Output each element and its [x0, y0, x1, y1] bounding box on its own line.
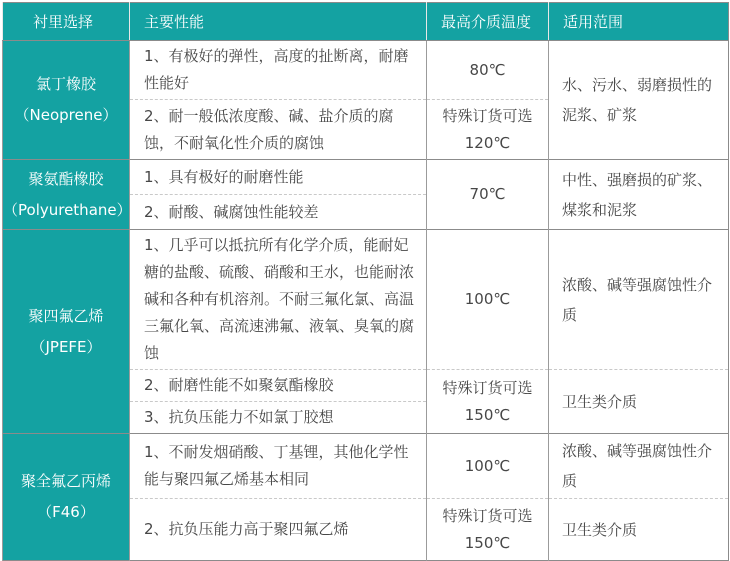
temperature-cell — [427, 499, 549, 561]
temperature-value: 100℃ — [464, 290, 511, 308]
performance-cell: 2、耐一般低浓度酸、碱、盐介质的腐蚀，不耐氧化性介质的腐蚀 — [130, 100, 427, 160]
material-code: （Neoprene） — [14, 106, 118, 124]
table-row — [3, 434, 729, 499]
table-row — [3, 160, 729, 195]
temperature-value: 120℃ — [464, 133, 511, 152]
header-temperature: 最高介质温度 — [427, 3, 549, 41]
performance-cell: 1、几乎可以抵抗所有化学介质，能耐妃糖的盐酸、硫酸、硝酸和王水，也能耐浓碱和各种有机溶剂。不耐三氟化氯、高温三氟化氧、高流速沸氟、液氧、臭氧的腐蚀 — [130, 230, 427, 370]
range-cell: 浓酸、碱等强腐蚀性介质 — [549, 230, 729, 370]
temperature-value: 150℃ — [464, 533, 511, 552]
temperature-note: 特殊订货可选 — [442, 106, 533, 125]
performance-cell: 1、有极好的弹性，高度的扯断离，耐磨性能好 — [130, 41, 427, 100]
lining-selection-table — [2, 2, 729, 561]
range-cell: 水、污水、弱磨损性的泥浆、矿浆 — [549, 41, 729, 160]
material-cell — [3, 160, 130, 230]
material-name: 聚全氟乙丙烯 — [20, 472, 111, 490]
performance-cell: 1、不耐发烟硝酸、丁基锂，其他化学性能与聚四氟乙烯基本相同 — [130, 434, 427, 499]
temperature-value: 150℃ — [464, 405, 511, 424]
material-code: （JPEFE） — [30, 337, 102, 356]
material-code: （Polyurethane） — [3, 200, 132, 219]
material-cell — [3, 41, 130, 160]
header-row — [3, 3, 729, 41]
material-name: 聚四氟乙烯 — [28, 306, 104, 325]
temperature-cell — [427, 434, 549, 499]
temperature-cell — [427, 370, 549, 434]
temperature-cell — [427, 100, 549, 160]
temperature-cell — [427, 160, 549, 230]
header-range: 适用范围 — [549, 3, 729, 41]
material-code: （F46） — [37, 503, 95, 521]
material-cell — [3, 230, 130, 434]
performance-cell: 3、抗负压能力不如氯丁胶想 — [130, 402, 427, 434]
temperature-note: 特殊订货可选 — [442, 506, 533, 525]
temperature-cell — [427, 41, 549, 100]
material-name: 氯丁橡胶 — [35, 75, 96, 93]
temperature-value: 80℃ — [469, 60, 506, 79]
temperature-cell — [427, 230, 549, 370]
table-row — [3, 230, 729, 370]
material-cell — [3, 434, 130, 561]
range-cell: 浓酸、碱等强腐蚀性介质 — [549, 434, 729, 499]
performance-cell: 1、具有极好的耐磨性能 — [130, 160, 427, 195]
performance-cell: 2、耐酸、碱腐蚀性能较差 — [130, 195, 427, 230]
temperature-value: 70℃ — [469, 185, 506, 203]
header-performance: 主要性能 — [130, 3, 427, 41]
table-row — [3, 41, 729, 100]
range-cell: 中性、强磨损的矿浆、煤浆和泥浆 — [549, 160, 729, 230]
range-cell: 卫生类介质 — [549, 370, 729, 434]
header-lining: 衬里选择 — [3, 3, 130, 41]
performance-cell: 2、耐磨性能不如聚氨酯橡胶 — [130, 370, 427, 402]
performance-cell: 2、抗负压能力高于聚四氟乙烯 — [130, 499, 427, 561]
range-cell: 卫生类介质 — [549, 499, 729, 561]
material-name: 聚氨酯橡胶 — [28, 169, 104, 188]
temperature-value: 100℃ — [464, 456, 511, 475]
temperature-note: 特殊订货可选 — [442, 378, 533, 397]
